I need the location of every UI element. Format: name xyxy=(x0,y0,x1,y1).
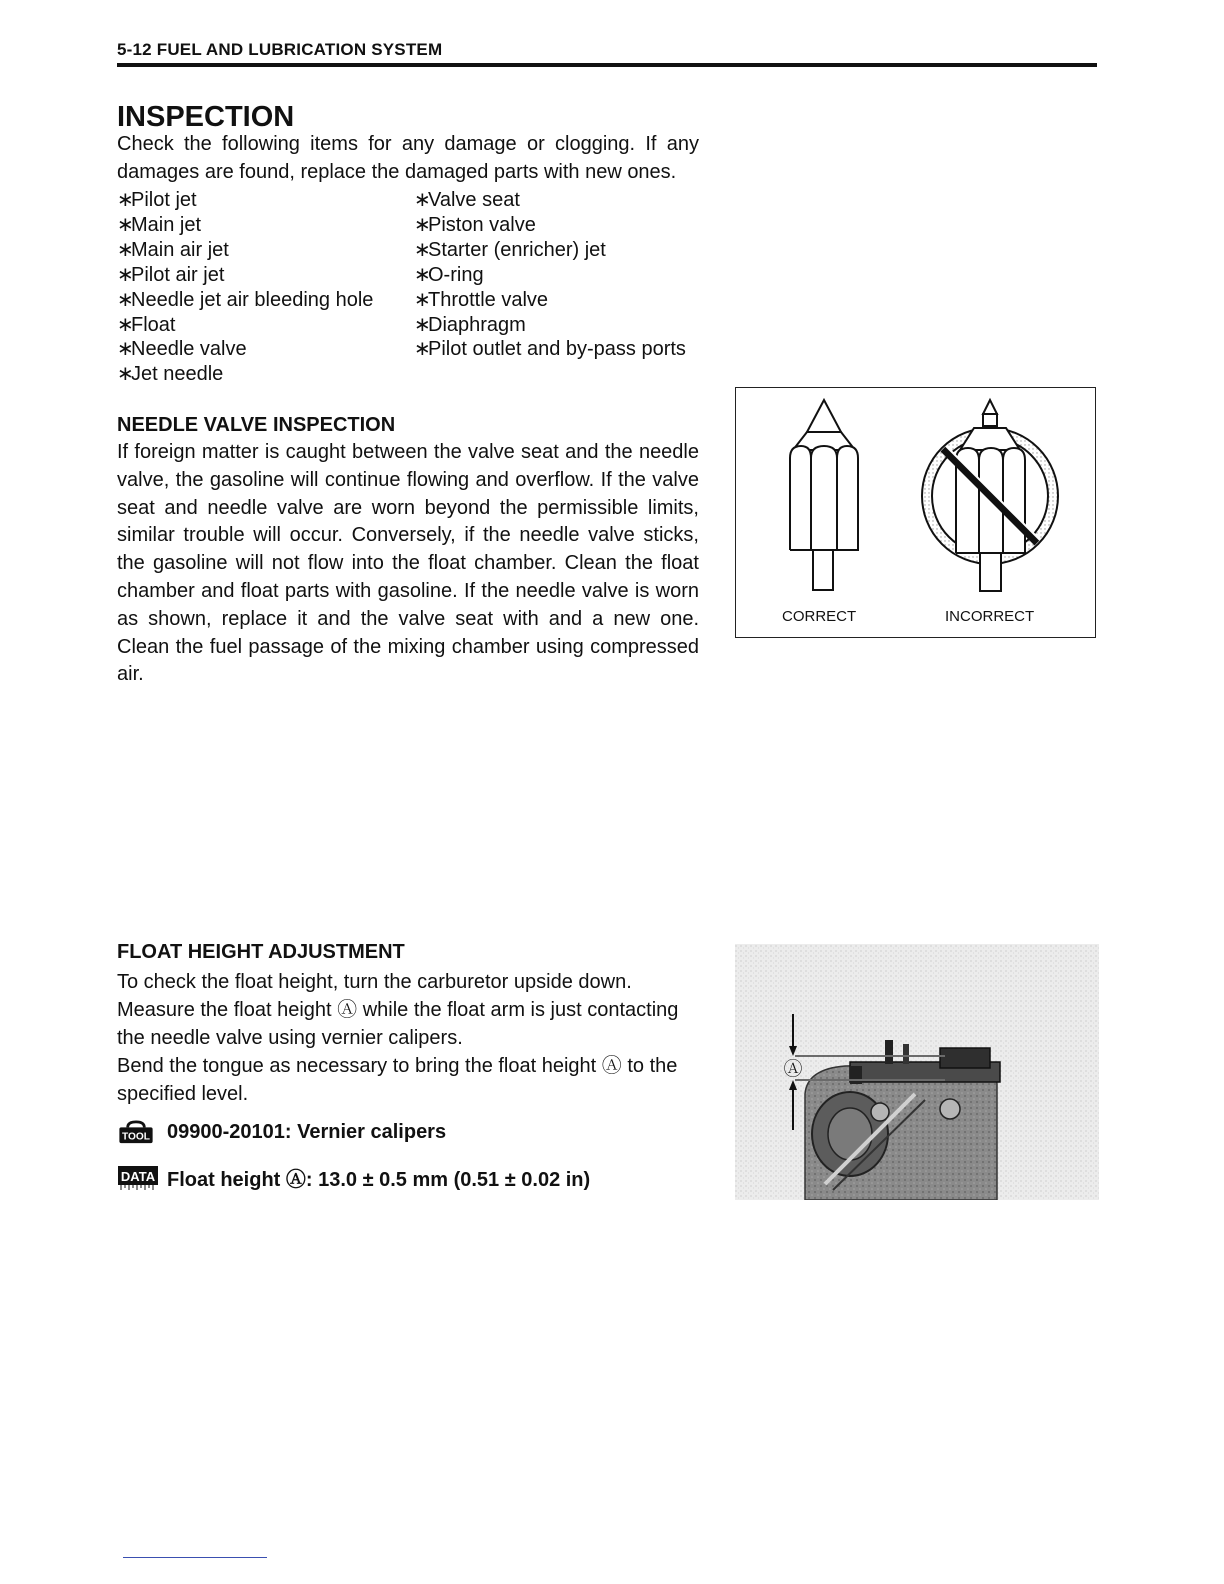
needle-valve-diagram xyxy=(736,388,1094,636)
asterisk-bullet: ∗ xyxy=(117,189,134,211)
data-spec-text: Float height Ⓐ: 13.0 ± 0.5 mm (0.51 ± 0.02 in) xyxy=(167,1169,591,1191)
list-item: ∗Jet needle xyxy=(117,363,224,386)
list-item: ∗Needle jet air bleeding hole xyxy=(117,288,374,311)
asterisk-bullet: ∗ xyxy=(117,288,134,311)
page-header: 5-12 FUEL AND LUBRICATION SYSTEM xyxy=(117,40,443,59)
list-item: ∗O-ring xyxy=(414,263,484,286)
tool-spec xyxy=(117,1120,446,1144)
asterisk-bullet: ∗ xyxy=(117,263,134,286)
list-item: ∗Piston valve xyxy=(414,213,536,236)
tool-icon xyxy=(117,1120,155,1144)
tool-icon-text: TOOL xyxy=(122,1131,150,1143)
asterisk-bullet: ∗ xyxy=(117,238,134,261)
carburetor-photo-illustration xyxy=(735,944,1099,1200)
list-item: ∗Pilot jet xyxy=(117,189,197,211)
list-item: ∗Starter (enricher) jet xyxy=(414,238,606,261)
list-item: ∗Needle valve xyxy=(117,338,247,361)
float-height-body: To check the float height, turn the carburetor upside down. Measure the float height Ⓐ while the float arm is just contacting the needle valve using vernier calipers. Bend the tongue as necessary to bring the float height Ⓐ to the specified level. xyxy=(117,971,679,1105)
list-item: ∗Main air jet xyxy=(117,238,229,261)
list-item: ∗Valve seat xyxy=(414,189,520,211)
header-rule xyxy=(117,63,1097,67)
correct-label: CORRECT xyxy=(782,608,857,625)
asterisk-bullet: ∗ xyxy=(117,338,134,361)
list-item: ∗Pilot air jet xyxy=(117,263,225,286)
data-spec xyxy=(117,1163,590,1192)
asterisk-bullet: ∗ xyxy=(414,213,431,236)
asterisk-bullet: ∗ xyxy=(414,263,431,286)
list-item: ∗Main jet xyxy=(117,213,202,236)
tool-spec-text: 09900-20101: Vernier calipers xyxy=(167,1120,447,1143)
footnote-rule xyxy=(123,1557,267,1558)
list-item: ∗Throttle valve xyxy=(414,288,549,311)
needle-valve-title: NEEDLE VALVE INSPECTION xyxy=(117,414,396,436)
asterisk-bullet: ∗ xyxy=(117,313,134,336)
incorrect-needle-illustration xyxy=(922,400,1058,591)
carburetor-photo xyxy=(735,944,1099,1200)
asterisk-bullet: ∗ xyxy=(117,213,134,236)
data-icon xyxy=(117,1165,159,1191)
list-item: ∗Pilot outlet and by-pass ports xyxy=(414,338,686,361)
inspection-item-list xyxy=(117,188,717,387)
asterisk-bullet: ∗ xyxy=(414,313,431,336)
float-height-title: FLOAT HEIGHT ADJUSTMENT xyxy=(117,941,405,963)
inspection-title: INSPECTION xyxy=(117,101,295,133)
correct-needle-illustration xyxy=(790,400,858,590)
asterisk-bullet: ∗ xyxy=(414,288,431,311)
inspection-intro: Check the following items for any damage or clogging. If any damages are found, replace the damaged parts with new ones. xyxy=(117,133,699,183)
incorrect-label: INCORRECT xyxy=(945,608,1035,625)
list-item: ∗Float xyxy=(117,313,176,336)
list-item: ∗Diaphragm xyxy=(414,313,526,336)
asterisk-bullet: ∗ xyxy=(117,363,134,386)
photo-marker-a: Ⓐ xyxy=(783,1058,803,1080)
needle-valve-figure xyxy=(735,387,1096,638)
asterisk-bullet: ∗ xyxy=(414,338,431,361)
asterisk-bullet: ∗ xyxy=(414,238,431,261)
asterisk-bullet: ∗ xyxy=(414,189,431,211)
needle-valve-body: If foreign matter is caught between the valve seat and the needle valve, the gasoline will continue flowing and overflow. If the valve seat and needle valve are worn beyond the permissible limits, similar trouble will occur. Conversely, if the needle valve sticks, the gasoline will not flow into the float chamber. Clean the float chamber and float parts with gasoline. If the needle valve is worn as shown, replace it and the valve seat with and a new one. Clean the fuel passage of the mixing chamber using compressed air. xyxy=(117,441,699,686)
data-icon-text: DATA xyxy=(120,1168,156,1184)
